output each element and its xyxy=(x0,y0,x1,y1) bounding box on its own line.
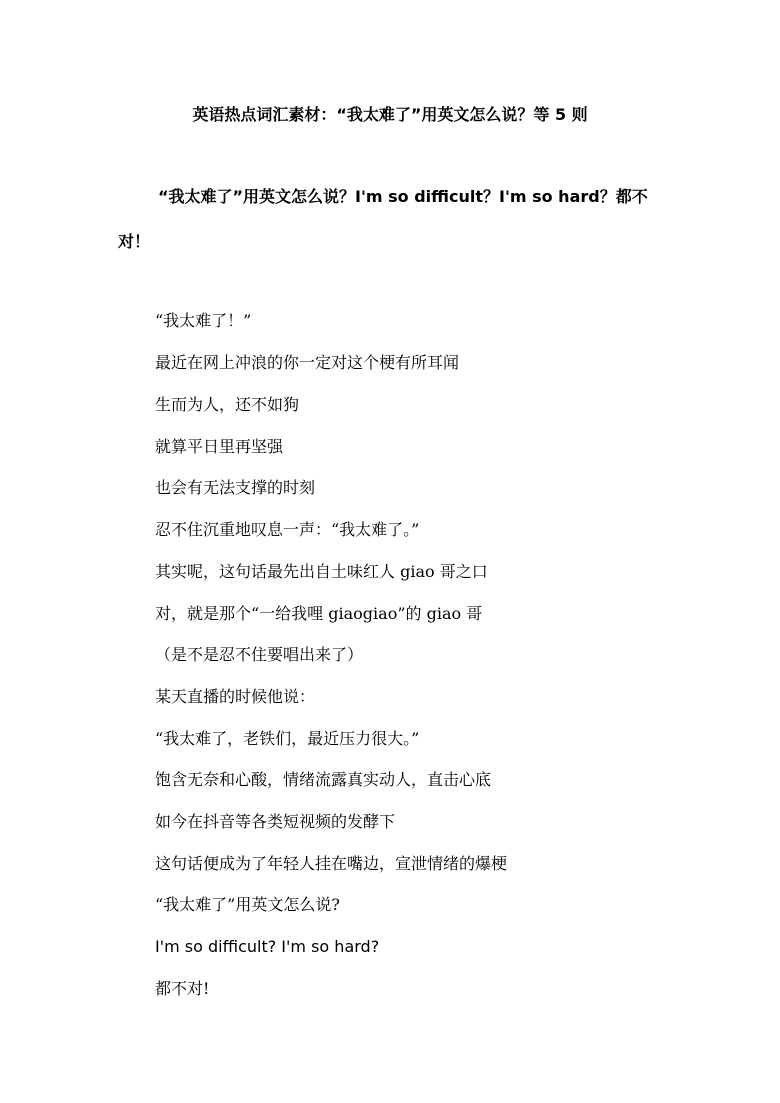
body-line: “我太难了！” xyxy=(155,311,252,330)
body-line: 某天直播的时候他说： xyxy=(155,687,316,706)
body-line: “我太难了”用英文怎么说? xyxy=(155,895,340,914)
body-line: 对，就是那个“一给我哩 giaogiao”的 giao 哥 xyxy=(155,604,483,623)
body-line: 就算平日里再坚强 xyxy=(155,437,284,456)
document-title: 英语热点词汇素材：“我太难了”用英文怎么说？等 5 则 xyxy=(192,105,588,124)
body-line: 其实呢，这句话最先出自土味红人 giao 哥之口 xyxy=(155,562,488,581)
body-line: 都不对! xyxy=(155,979,210,998)
body-line: 也会有无法支撑的时刻 xyxy=(155,478,316,497)
body-line: （是不是忍不住要唱出来了） xyxy=(155,645,364,664)
body-line: 最近在网上冲浪的你一定对这个梗有所耳闻 xyxy=(155,353,460,372)
body-line: “我太难了，老铁们，最近压力很大。” xyxy=(155,729,420,748)
section-heading-continuation: 对！ xyxy=(118,232,151,251)
body-line: 生而为人，还不如狗 xyxy=(155,395,300,414)
section-heading: “我太难了”用英文怎么说？I'm so difficult？I'm so hard？都不 xyxy=(158,187,648,206)
body-line: I'm so difficult? I'm so hard? xyxy=(155,937,380,956)
body-line: 如今在抖音等各类短视频的发酵下 xyxy=(155,812,396,831)
body-line: 这句话便成为了年轻人挂在嘴边，宣泄情绪的爆梗 xyxy=(155,854,508,873)
body-line: 饱含无奈和心酸，情绪流露真实动人，直击心底 xyxy=(155,770,492,789)
body-line: 忍不住沉重地叹息一声：“我太难了。” xyxy=(155,520,420,539)
